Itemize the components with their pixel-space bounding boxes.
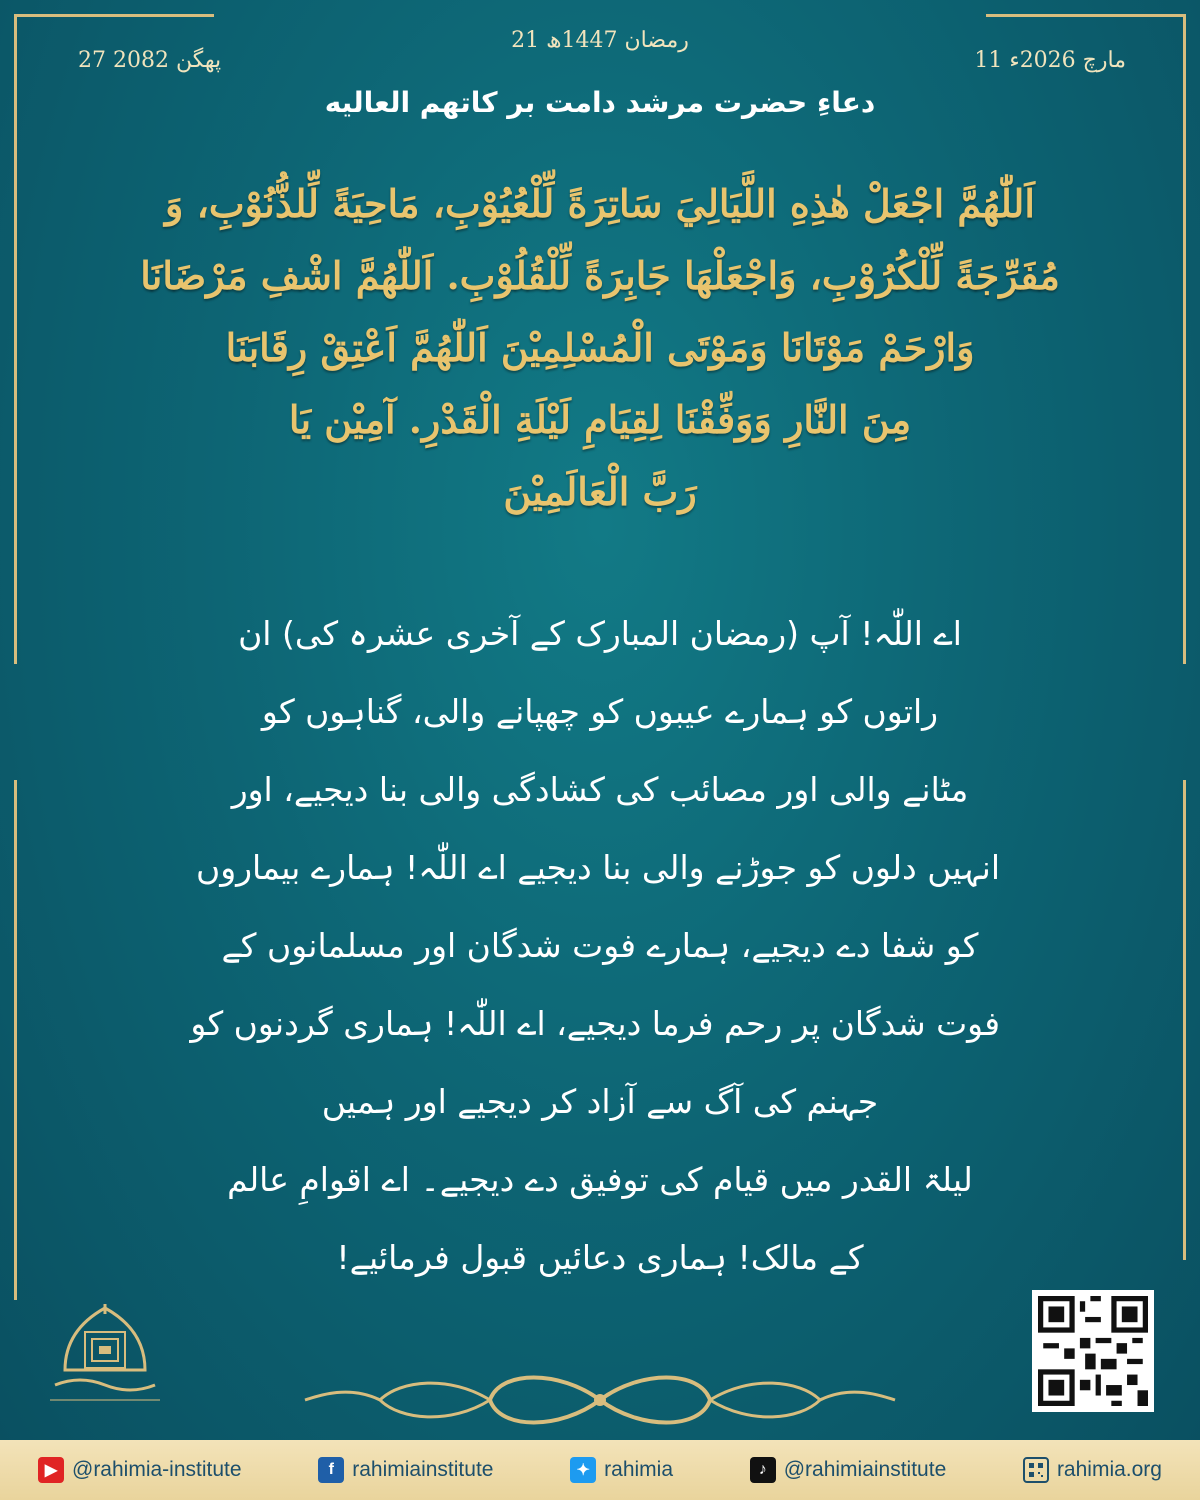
twitter-handle: rahimia [604,1458,674,1481]
bikrami-date: 27 پھگن 2082 [78,48,222,73]
arabic-line: مُفَرِّجَةً لِّلْكُرُوْبِ، وَاجْعَلْهَا جَابِرَةً لِّلْقُلُوْبِ. اَللّٰهُمَّ اشْفِ مَرْضَانَا [140,253,1060,298]
translation-line: جہنم کی آگ سے آزاد کر دیجیے اور ہمیں [321,1082,879,1121]
arabic-line: مِنَ النَّارِ وَوَفِّقْنَا لِقِيَامِ لَيْلَةِ الْقَدْرِ. آمِيْن يَا [288,397,912,442]
frame-top-left [14,14,214,17]
dome-logo-icon [40,1300,170,1430]
twitter-link[interactable] [570,1457,673,1483]
frame-right-lower [1183,780,1186,1260]
translation-line: کو شفا دے دیجیے، ہمارے فوت شدگان اور مسلمانوں کے [221,926,979,965]
arabic-dua [110,168,1090,528]
rahimia-logo [40,1300,170,1430]
hijri-date: 21 رمضان 1447ھ [511,28,689,53]
ornament-divider-icon [300,1370,900,1430]
website-url: rahimia.org [1056,1458,1162,1481]
website-link[interactable] [1023,1457,1162,1483]
tiktok-handle: @rahimiainstitute [783,1458,947,1481]
frame-top-right [986,14,1186,17]
translation-line: راتوں کو ہمارے عیبوں کو چھپانے والی، گناہوں کو [261,692,939,731]
page-title: دعاءِ حضرت مرشد دامت بر کاتهم العالیه [324,86,876,119]
social-footer [0,1440,1200,1500]
twitter-icon: ✦ [570,1457,596,1483]
arabic-line: رَبَّ الْعَالَمِيْنَ [503,469,697,514]
tiktok-icon: ♪ [750,1457,776,1483]
translation-line: لیلۃ القدر میں قیام کی توفیق دے دیجیے۔ اے اقوامِ عالم [227,1160,973,1199]
translation-line: فوت شدگان پر رحم فرما دیجیے، اے اللّٰہ! ہماری گردنوں کو [190,1004,1000,1043]
facebook-handle: rahimiainstitute [352,1458,494,1481]
facebook-link[interactable] [318,1457,493,1483]
youtube-link[interactable] [38,1457,242,1483]
arabic-line: وَارْحَمْ مَوْتَانَا وَمَوْتَى الْمُسْلِمِيْنَ اَللّٰهُمَّ اَعْتِقْ رِقَابَنَا [225,325,975,370]
translation-line: کے مالک! ہماری دعائیں قبول فرمائیے! [336,1238,864,1277]
youtube-icon: ▶ [38,1457,64,1483]
gregorian-date: 11 مارچ 2026ء [974,48,1126,73]
qr-code-icon [1038,1296,1148,1406]
frame-left-lower [14,780,17,1300]
facebook-icon: f [318,1457,344,1483]
qr-code[interactable] [1032,1290,1154,1412]
urdu-translation [190,595,1000,1297]
translation-line: اے اللّٰہ! آپ (رمضان المبارک کے آخری عشرہ کی) ان [238,614,962,653]
tiktok-link[interactable] [750,1457,947,1483]
translation-line: انہیں دلوں کو جوڑنے والی بنا دیجیے اے اللّٰہ! ہمارے بیماروں [195,848,1000,887]
arabic-line: اَللّٰهُمَّ اجْعَلْ هٰذِهِ اللَّيَالِيَ سَاتِرَةً لِّلْعُيُوْبِ، مَاحِيَةً لِّلذُّنُوْبِ، وَ [165,181,1035,226]
youtube-handle: @rahimia-institute [72,1458,242,1481]
website-qr-icon [1023,1457,1049,1483]
translation-line: مٹانے والی اور مصائب کی کشادگی والی بنا دیجیے، اور [231,770,969,809]
